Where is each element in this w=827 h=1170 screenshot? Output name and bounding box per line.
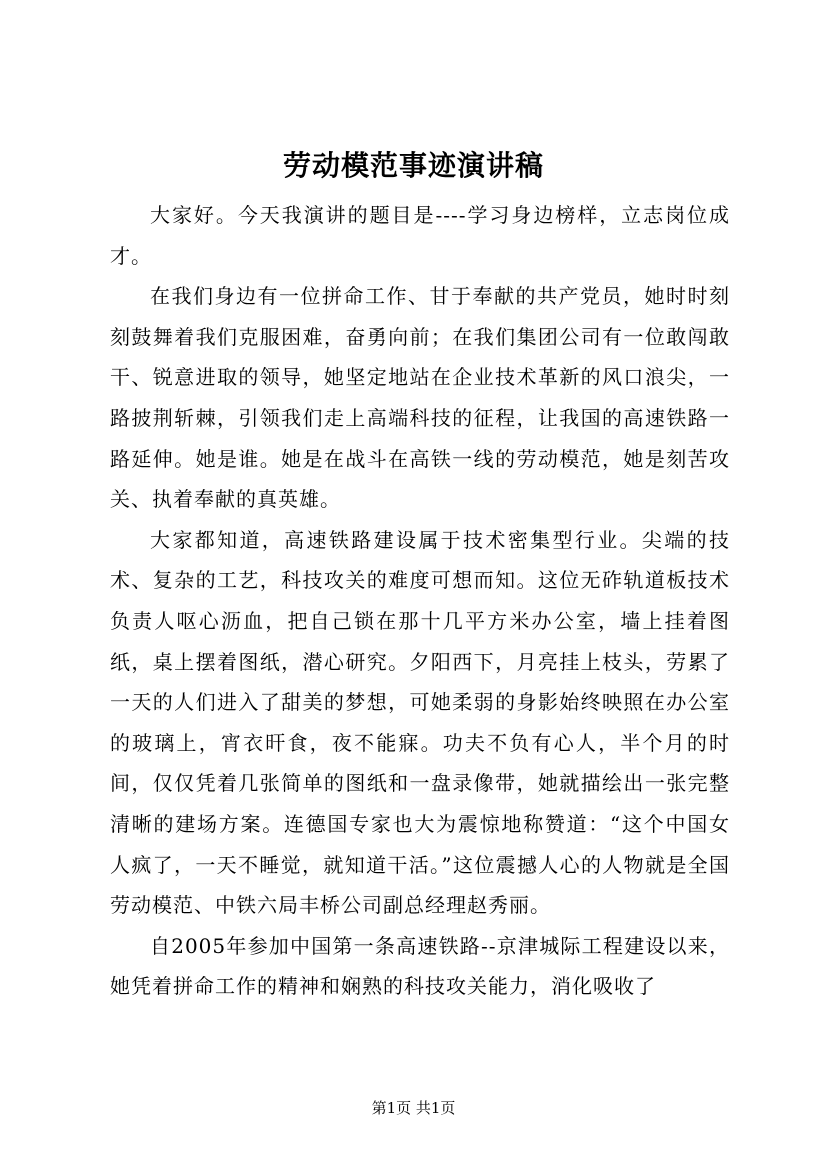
document-body xyxy=(110,195,730,1007)
paragraph-career: 自2005年参加中国第一条高速铁路--京津城际工程建设以来，她凭着拼命工作的精神和娴熟的科技攻关能力，消化吸收了 xyxy=(110,933,730,999)
document-title: 劳动模范事迹演讲稿 xyxy=(282,149,544,182)
paragraph-greeting: 大家好。今天我演讲的题目是----学习身边榜样，立志岗位成才。 xyxy=(110,203,730,268)
page-footer: 第1页 共1页 xyxy=(371,1099,456,1117)
paragraph-introduction: 在我们身边有一位拼命工作、甘于奉献的共产党员，她时时刻刻鼓舞着我们克服困难，奋勇向前；在我们集团公司有一位敢闯敢干、锐意进取的领导，她坚定地站在企业技术革新的风口浪尖，一路披荆斩棘，引领我们走上高端科技的征程，让我国的高速铁路一路延伸。她是谁。她是在战斗在高铁一线的劳动模范，她是刻苦攻关、执着奉献的真英雄。 xyxy=(110,284,730,512)
paragraph-achievement: 大家都知道，高速铁路建设属于技术密集型行业。尖端的技术、复杂的工艺，科技攻关的难度可想而知。这位无砟轨道板技术负责人呕心沥血，把自己锁在那十几平方米办公室，墙上挂着图纸，桌上摆着图纸，潜心研究。夕阳西下，月亮挂上枝头，劳累了一天的人们进入了甜美的梦想，可她柔弱的身影始终映照在办公室的玻璃上，宵衣旰食，夜不能寐。功夫不负有心人，半个月的时间，仅仅凭着几张简单的图纸和一盘录像带，她就描绘出一张完整清晰的建场方案。连德国专家也大为震惊地称赞道：“这个中国女人疯了，一天不睡觉，就知道干活。”这位震撼人心的人物就是全国劳动模范、中铁六局丰桥公司副总经理赵秀丽。 xyxy=(110,527,730,918)
